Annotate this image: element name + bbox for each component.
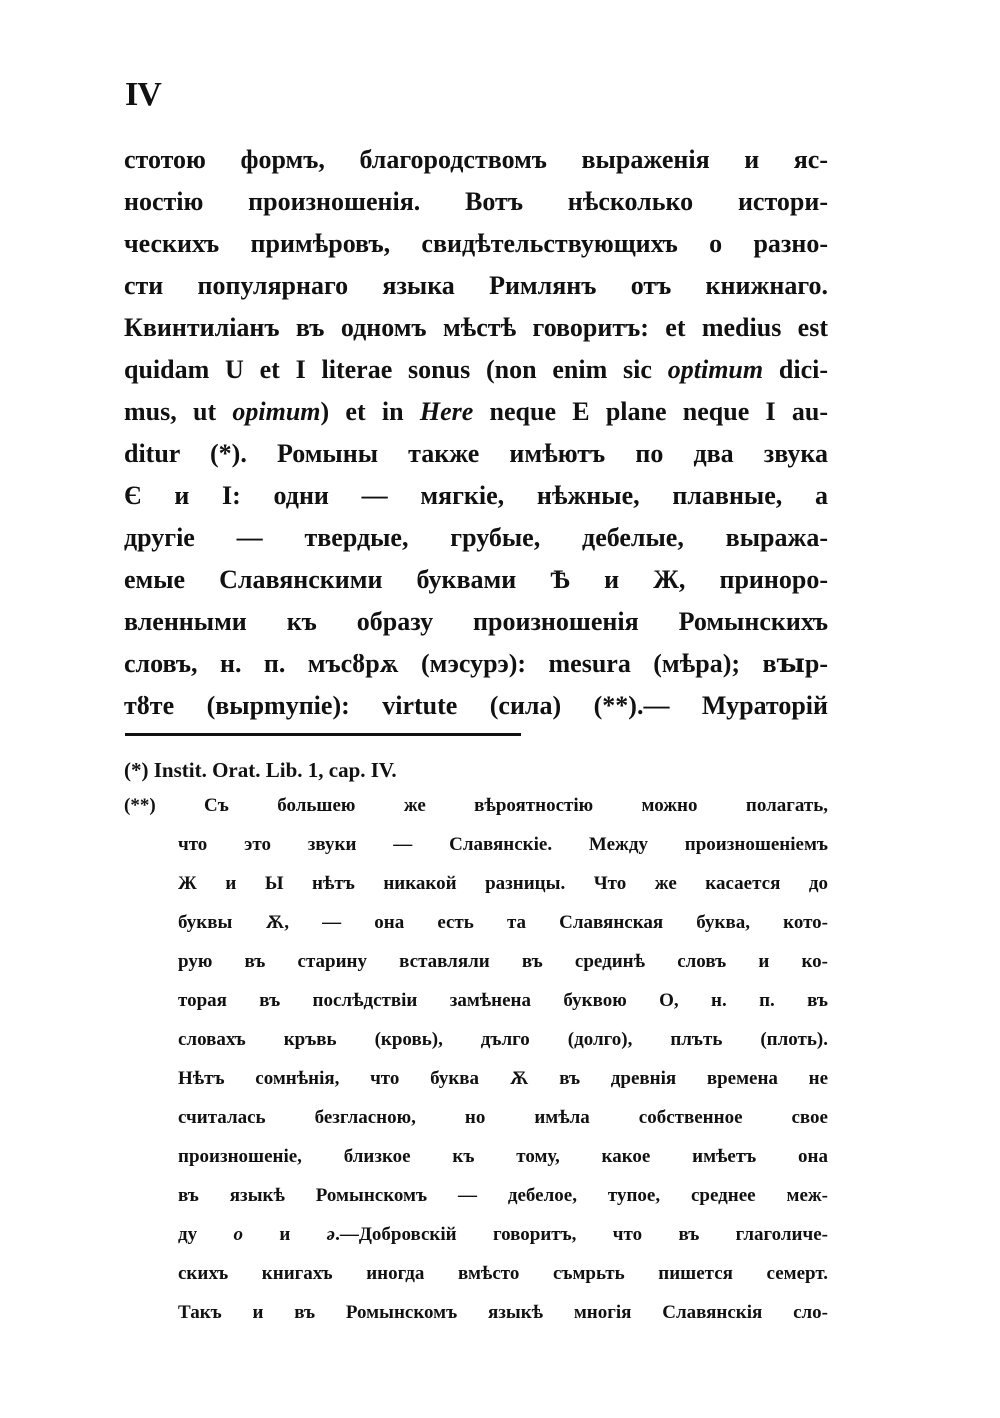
text-line (124, 1023, 828, 1062)
text-segment: Такъ и въ Ромынскомъ языкѣ многія Славянскія сло- (178, 1302, 828, 1323)
text-line (124, 142, 828, 184)
text-segment: что это звуки — Славянскіе. Между произношеніемъ (178, 834, 828, 855)
text-line (124, 828, 828, 867)
text-line (124, 184, 828, 226)
text-line (124, 352, 828, 394)
text-segment: произношеніе, близкое къ тому, какое имѣетъ она (178, 1146, 828, 1167)
text-segment: скихъ книгахъ иногда вмѣсто съмрьть пишется семерт. (178, 1263, 828, 1284)
text-line (124, 906, 828, 945)
text-line (124, 1140, 828, 1179)
italic-text: Here (419, 397, 474, 426)
text-segment: Квинтиліанъ въ одномъ мѣстѣ говоритъ: et medius est (124, 313, 828, 342)
footnote-divider (125, 733, 521, 736)
text-line (124, 1062, 828, 1101)
text-segment: тȣте (вырmупie): virtute (сила) (**).— Мураторій (124, 691, 828, 720)
text-line (124, 867, 828, 906)
text-segment: ческихъ примѣровъ, свидѣтельствующихъ о разно- (124, 229, 828, 258)
text-line (124, 1296, 828, 1335)
text-line (124, 789, 828, 828)
text-line (124, 1218, 828, 1257)
footnote-1: (*) Instit. Orat. Lib. 1, cap. IV. (124, 758, 397, 782)
text-line (124, 646, 828, 688)
text-segment: Ж и Ы нѣтъ никакой разницы. Что же касается до (178, 873, 828, 894)
text-segment: въ языкѣ Ромынскомъ — дебелое, тупое, среднее меж- (178, 1185, 828, 1206)
text-segment: quidam U et I literae sonus (non enim sic (124, 355, 668, 384)
text-segment: ностію произношенія. Вотъ нѣсколько истори- (124, 187, 828, 216)
text-segment: ду (178, 1224, 234, 1245)
text-segment: и (242, 1224, 327, 1245)
italic-text: optimum (667, 355, 764, 384)
text-segment: Є и І: одни — мягкіе, нѣжные, плавные, а (124, 481, 828, 510)
text-segment: емые Славянскими буквами Ѣ и Ж, принoро- (124, 565, 828, 594)
text-segment: (**) Съ большею же вѣроятностію можно полагать, (124, 795, 828, 816)
text-line (124, 984, 828, 1023)
text-line (124, 268, 828, 310)
text-segment: рую въ старину вставляли въ срединѣ словъ и ко- (178, 951, 828, 972)
text-segment: вленными къ образу произношенія Ромынскихъ (124, 607, 828, 636)
text-line (124, 436, 828, 478)
text-segment: сти популярнаго языка Римлянъ отъ книжнаго. (124, 271, 828, 300)
text-line (124, 1179, 828, 1218)
text-line (124, 394, 828, 436)
text-line (124, 604, 828, 646)
text-segment: словахъ кръвь (кровь), дълго (долго), плъть (плоть). (178, 1029, 828, 1050)
italic-text: ə (326, 1224, 336, 1245)
text-segment: другіе — твердые, грубые, дебелые, выража- (124, 523, 828, 552)
text-segment: словъ, н. п. мъсȣрѫ (мэсурэ): mesura (мѣра); вꙑр- (124, 649, 828, 678)
main-text (124, 142, 828, 730)
text-segment: торая въ послѣдствіи замѣнена буквою О, н. п. въ (178, 990, 828, 1011)
text-segment: ) et in (320, 397, 420, 426)
text-segment: буквы Ѫ, — она есть та Славянская буква, кото- (178, 912, 828, 933)
text-segment: стотою формъ, благородствомъ выраженія и яс- (124, 145, 828, 174)
italic-text: opimum (232, 397, 321, 426)
text-line (124, 226, 828, 268)
text-line (124, 1101, 828, 1140)
text-segment: neque E plane neque I au- (473, 397, 828, 426)
text-line (124, 478, 828, 520)
text-segment: ditur (*). Ромыны также имѣютъ по два звука (124, 439, 828, 468)
text-segment: Нѣтъ сомнѣнія, что буква Ѫ въ древнія времена не (178, 1068, 828, 1089)
footnote-2 (124, 789, 828, 1335)
text-line (124, 1257, 828, 1296)
text-segment: считалась безгласною, но имѣла собственное свое (178, 1107, 828, 1128)
text-line (124, 688, 828, 730)
text-segment: mus, ut (124, 397, 233, 426)
text-segment: dici- (763, 355, 829, 384)
text-segment: .—Добровскій говоритъ, что въ глаголиче- (335, 1224, 828, 1245)
page-number: IV (125, 76, 161, 113)
text-line (124, 945, 828, 984)
text-line (124, 520, 828, 562)
italic-text: о (233, 1224, 243, 1245)
text-line (124, 310, 828, 352)
text-line (124, 562, 828, 604)
